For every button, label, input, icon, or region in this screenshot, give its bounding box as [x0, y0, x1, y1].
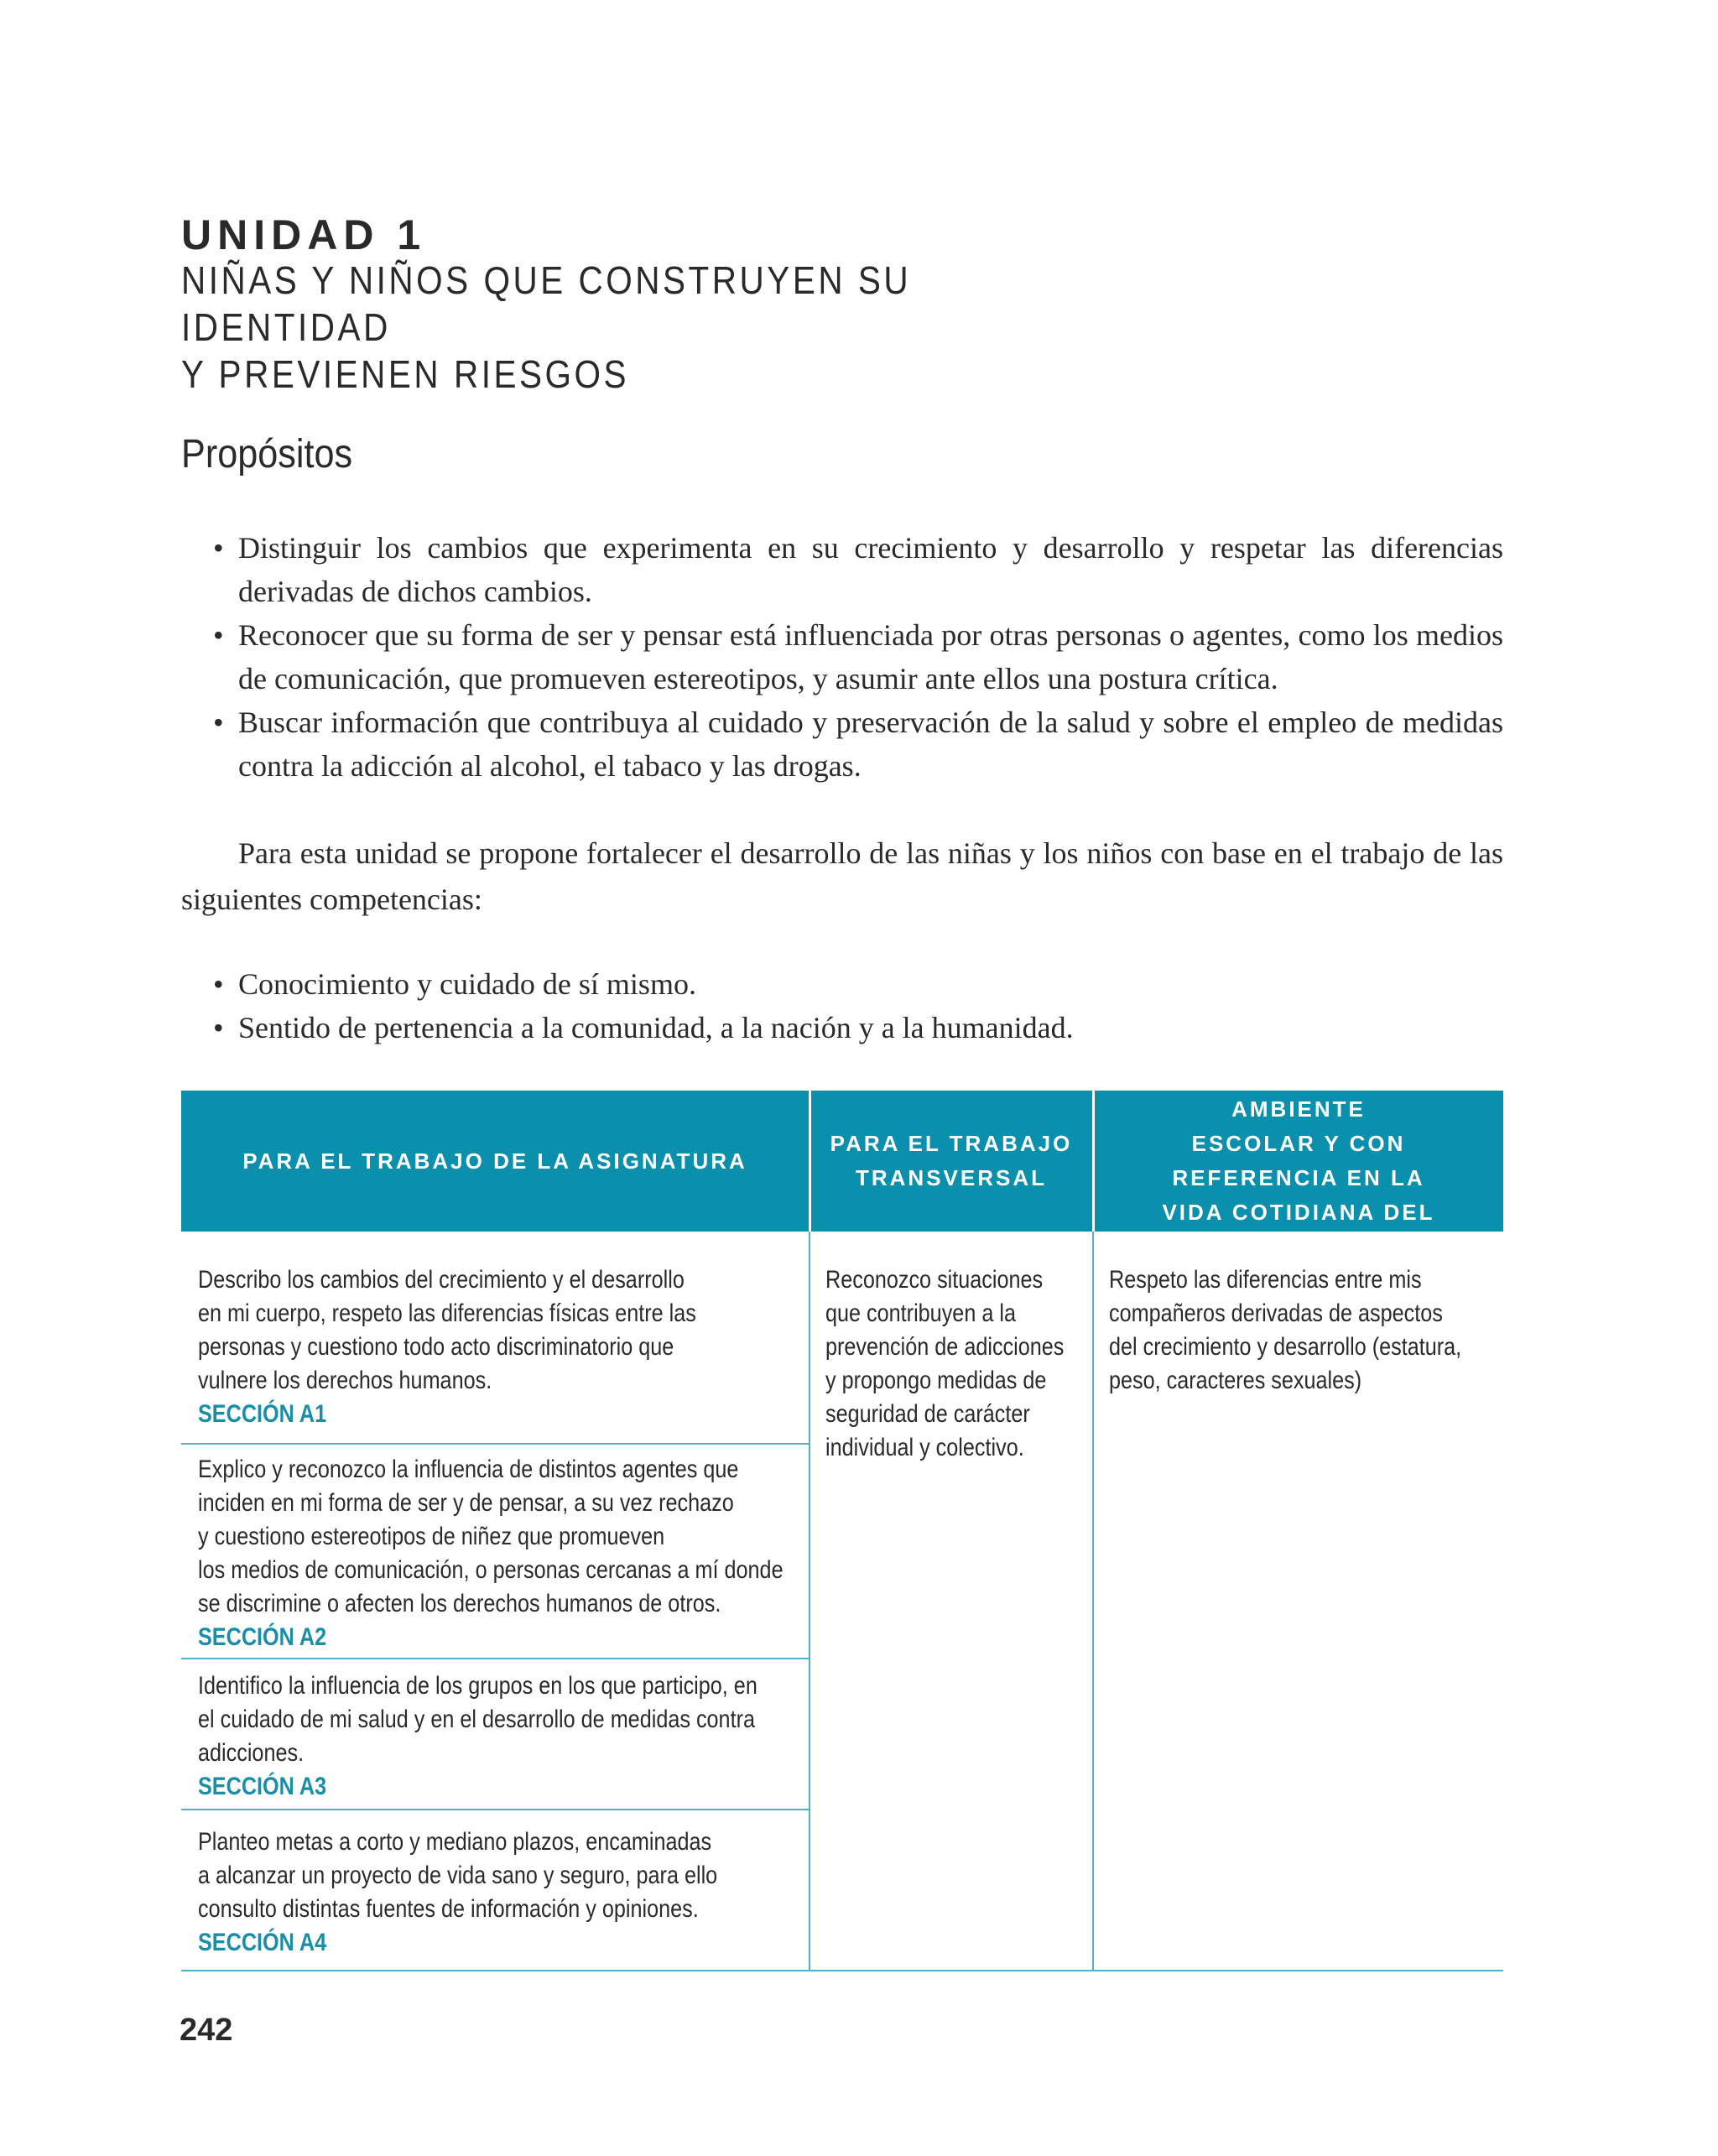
cell-line: se discrimine o afecten los derechos humanos de otros.: [198, 1590, 721, 1617]
subject-cell-a2: [198, 1453, 784, 1654]
cell-line: vulnere los derechos humanos.: [198, 1367, 492, 1394]
table-bottom-border: [181, 1970, 1503, 1971]
row-divider: [181, 1443, 809, 1445]
competencies-list: [181, 962, 1503, 1049]
unit-subtitle: [181, 257, 1067, 398]
column-divider: [1092, 1232, 1094, 1971]
purpose-item: • Buscar información que contribuya al cuidado y preservación de la salud y sobre el empleo de medidas contra la adicción al alcohol, el tabaco y las drogas.: [181, 700, 1503, 788]
competency-item: • Sentido de pertenencia a la comunidad, a la nación y a la humanidad.: [181, 1006, 1503, 1049]
purposes-list: [181, 526, 1503, 788]
header-subject: [181, 1091, 809, 1232]
header-transversal-line: TRANSVERSAL: [855, 1165, 1047, 1190]
cell-line: adicciones.: [198, 1739, 305, 1767]
header-environment: [1094, 1062, 1503, 1259]
section-tag: SECCIÓN A1: [198, 1400, 327, 1428]
cell-line: peso, caracteres sexuales): [1109, 1367, 1362, 1394]
unit-subtitle-line: Y PREVIENEN RIESGOS: [181, 352, 630, 396]
transversal-cell: [825, 1263, 1064, 1465]
purpose-item: • Distinguir los cambios que experimenta en su crecimiento y desarrollo y respetar las diferencias derivadas de dichos cambios.: [181, 526, 1503, 613]
section-tag: SECCIÓN A4: [198, 1929, 327, 1956]
cell-line: seguridad de carácter: [825, 1400, 1030, 1428]
cell-line: Describo los cambios del crecimiento y el desarrollo: [198, 1266, 685, 1294]
purposes-heading: Propósitos: [181, 432, 353, 477]
cell-line: del crecimiento y desarrollo (estatura,: [1109, 1333, 1462, 1361]
environment-cell: [1109, 1263, 1461, 1398]
competency-item: • Conocimiento y cuidado de sí mismo.: [181, 962, 1503, 1006]
cell-line: y propongo medidas de: [825, 1367, 1047, 1394]
cell-line: Respeto las diferencias entre mis: [1109, 1266, 1422, 1294]
cell-line: personas y cuestiono todo acto discriminatorio que: [198, 1333, 674, 1361]
cell-line: compañeros derivadas de aspectos: [1109, 1299, 1443, 1327]
cell-line: Identifico la influencia de los grupos en los que participo, en: [198, 1672, 757, 1700]
cell-line: el cuidado de mi salud y en el desarrollo de medidas contra: [198, 1706, 755, 1733]
section-tag: SECCIÓN A2: [198, 1623, 327, 1651]
header-subject-line: PARA EL TRABAJO DE LA ASIGNATURA: [242, 1148, 747, 1174]
cell-line: que contribuyen a la: [825, 1299, 1016, 1327]
cell-line: y cuestiono estereotipos de niñez que promueven: [198, 1523, 665, 1550]
row-divider: [181, 1809, 809, 1810]
header-environment-line: ESCOLAR Y CON REFERENCIA EN LA: [1172, 1131, 1425, 1190]
header-transversal-line: PARA EL TRABAJO: [830, 1131, 1073, 1156]
cell-line: individual y colectivo.: [825, 1434, 1024, 1461]
header-transversal: [810, 1091, 1092, 1232]
subject-cell-a4: [198, 1825, 717, 1960]
page-number: 242: [180, 2013, 233, 2048]
row-divider: [181, 1658, 809, 1659]
competencies-table: [181, 1062, 1503, 1971]
cell-line: en mi cuerpo, respeto las diferencias físicas entre las: [198, 1299, 696, 1327]
header-environment-line: PARA PROMOVER EN EL AMBIENTE: [1143, 1062, 1455, 1122]
section-tag: SECCIÓN A3: [198, 1773, 327, 1800]
cell-line: Reconozco situaciones: [825, 1266, 1044, 1294]
unit-title: UNIDAD 1: [181, 211, 427, 258]
table-header: [181, 1062, 1503, 1259]
column-divider: [809, 1232, 810, 1971]
cell-line: consulto distintas fuentes de información y opiniones.: [198, 1895, 699, 1923]
cell-line: Explico y reconozco la influencia de distintos agentes que: [198, 1456, 739, 1483]
cell-line: inciden en mi forma de ser y de pensar, a su vez rechazo: [198, 1489, 734, 1517]
subject-cell-a3: [198, 1669, 757, 1804]
cell-line: Planteo metas a corto y mediano plazos, encaminadas: [198, 1828, 712, 1856]
purpose-item: • Reconocer que su forma de ser y pensar está influenciada por otras personas o agentes, como los medios de comunicación, que promueven estereotipos, y asumir ante ellos una postura crítica.: [181, 613, 1503, 700]
cell-line: prevención de adicciones: [825, 1333, 1065, 1361]
intro-paragraph: Para esta unidad se propone fortalecer el desarrollo de las niñas y los niños con base en el trabajo de las siguientes competencias:: [181, 836, 1503, 916]
cell-line: los medios de comunicación, o personas cercanas a mí donde: [198, 1556, 784, 1584]
unit-subtitle-line: NIÑAS Y NIÑOS QUE CONSTRUYEN SU IDENTIDAD: [181, 258, 912, 349]
header-environment-line: VIDA COTIDIANA DEL ALUMNADO: [1162, 1200, 1435, 1259]
subject-cell-a1: [198, 1263, 696, 1431]
cell-line: a alcanzar un proyecto de vida sano y seguro, para ello: [198, 1862, 718, 1889]
